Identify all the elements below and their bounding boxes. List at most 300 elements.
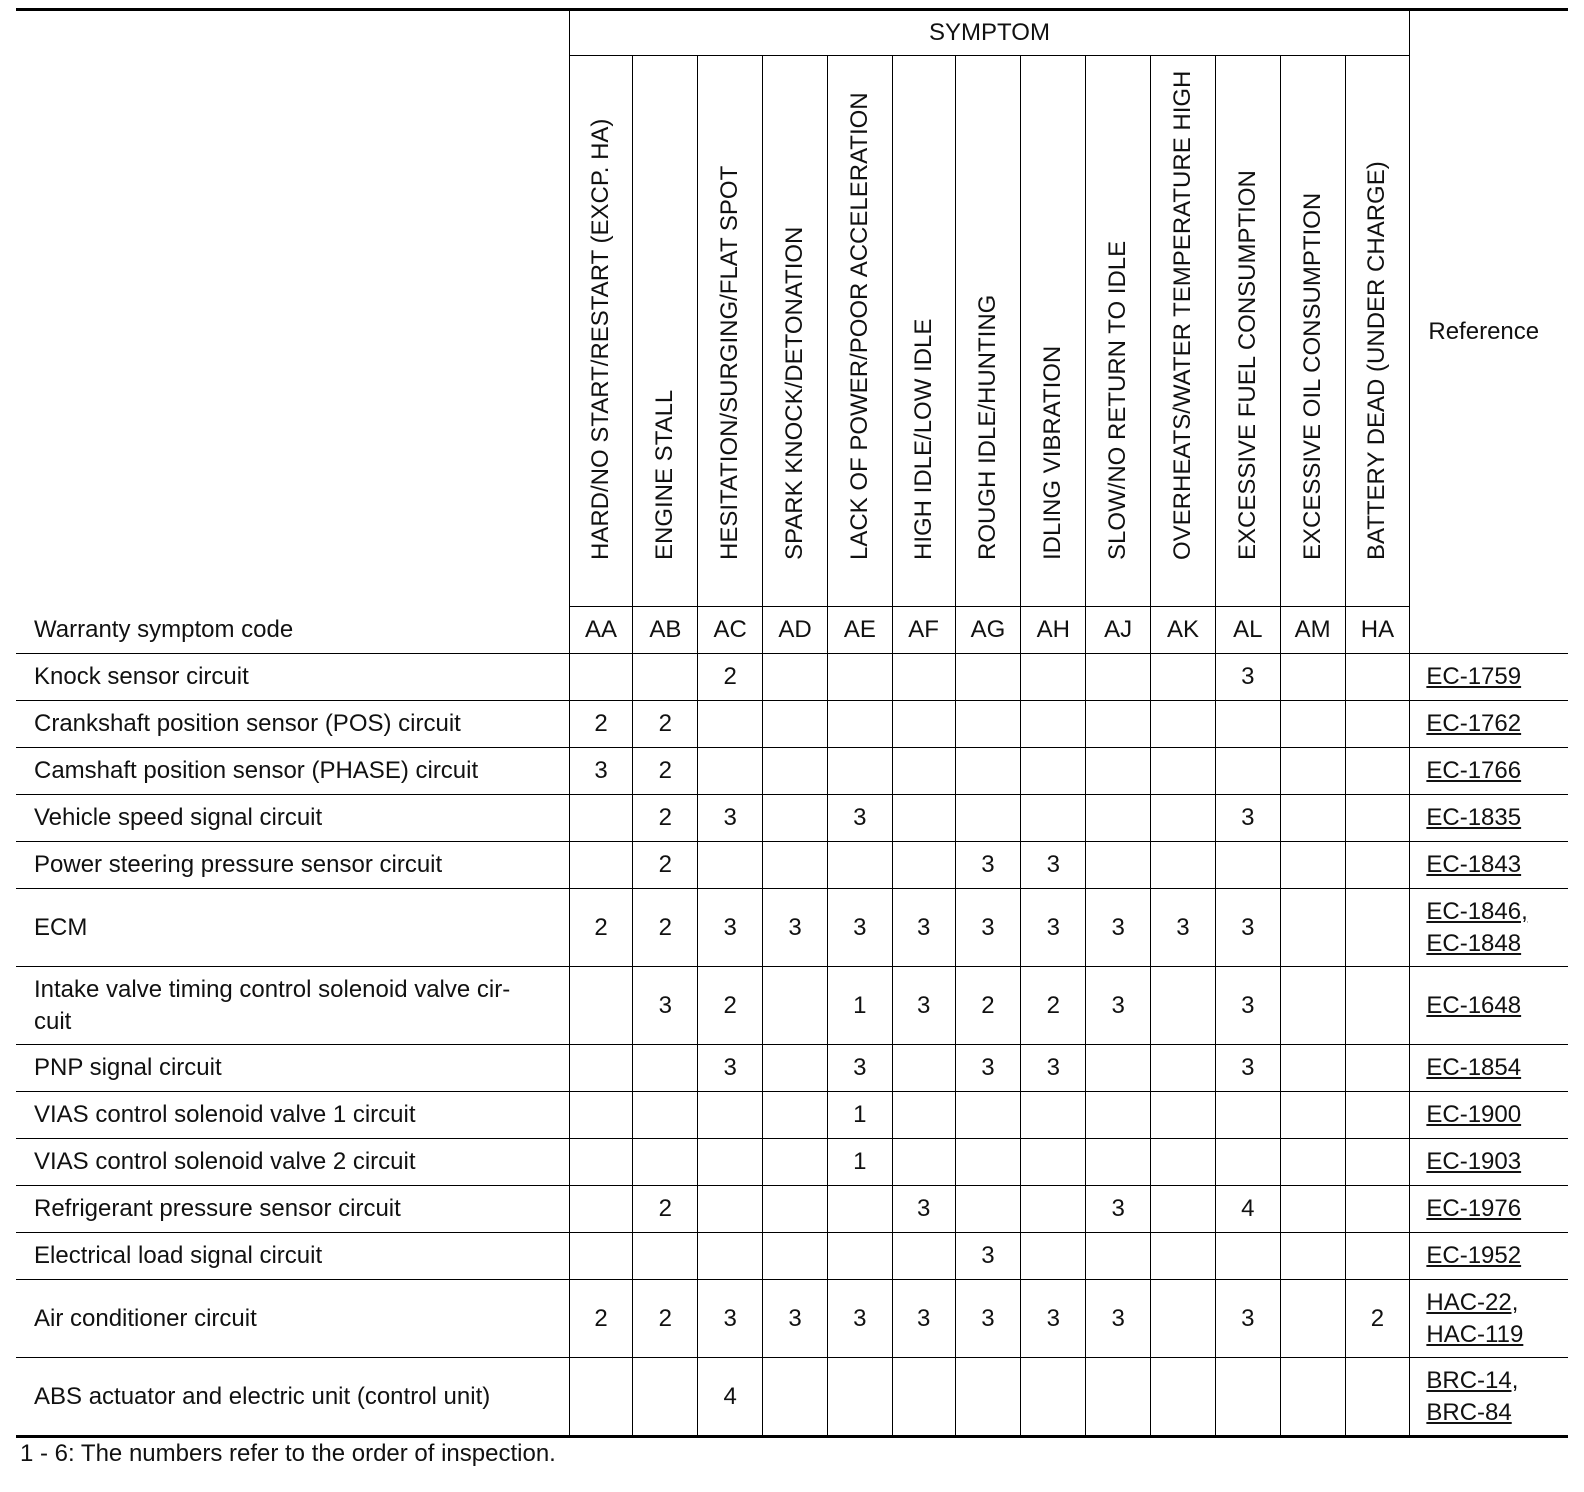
inspection-order-cell: 2: [569, 701, 633, 748]
inspection-order-cell: [763, 1139, 828, 1186]
inspection-order-cell: 2: [698, 967, 763, 1045]
inspection-order-cell: [1215, 1233, 1280, 1280]
reference-link-line: [1426, 802, 1568, 834]
symptom-name-cell: [1345, 56, 1410, 607]
inspection-order-cell: [1345, 1139, 1410, 1186]
inspection-order-cell: [1151, 1045, 1216, 1092]
symptom-name: SLOW/NO RETURN TO IDLE: [1104, 240, 1132, 560]
warranty-code: AH: [1021, 607, 1086, 654]
warranty-code: AA: [569, 607, 633, 654]
inspection-order-cell: [633, 654, 698, 701]
inspection-order-cell: [892, 1139, 955, 1186]
reference-link-line: [1426, 1146, 1568, 1178]
symptom-name: LACK OF POWER/POOR ACCELERATION: [845, 92, 873, 560]
inspection-order-cell: [1345, 1233, 1410, 1280]
inspection-order-cell: [1280, 1139, 1345, 1186]
component-name: Power steering pressure sensor circuit: [16, 842, 569, 889]
inspection-order-cell: [1280, 654, 1345, 701]
inspection-order-cell: 3: [955, 1233, 1021, 1280]
inspection-order-cell: [892, 1092, 955, 1139]
component-name: ABS actuator and electric unit (control unit): [16, 1358, 569, 1437]
inspection-order-cell: [1215, 1358, 1280, 1437]
component-name: Refrigerant pressure sensor circuit: [16, 1186, 569, 1233]
symptom-name: HESITATION/SURGING/FLAT SPOT: [716, 165, 744, 560]
inspection-order-cell: 3: [633, 967, 698, 1045]
inspection-order-cell: 3: [827, 1280, 892, 1358]
reference-link[interactable]: EC-1854: [1426, 1054, 1522, 1081]
inspection-order-cell: [827, 748, 892, 795]
inspection-order-cell: 3: [1086, 1280, 1151, 1358]
inspection-order-cell: 4: [1215, 1186, 1280, 1233]
diagnosis-table-container: [16, 8, 1568, 1438]
inspection-order-cell: 3: [1021, 1280, 1086, 1358]
inspection-order-cell: [1021, 795, 1086, 842]
inspection-order-cell: [1280, 795, 1345, 842]
reference-link[interactable]: HAC-22,: [1426, 1288, 1519, 1316]
symptom-name-cell: [569, 56, 633, 607]
table-row: [16, 1186, 1568, 1233]
reference-link[interactable]: EC-1846,: [1426, 897, 1528, 925]
symptom-header: SYMPTOM: [569, 10, 1410, 56]
inspection-order-cell: [698, 748, 763, 795]
inspection-order-cell: [1151, 1233, 1216, 1280]
inspection-order-cell: 2: [633, 795, 698, 842]
inspection-order-cell: [763, 1233, 828, 1280]
inspection-order-cell: [892, 1358, 955, 1437]
inspection-order-cell: [1280, 1358, 1345, 1437]
warranty-code: AF: [892, 607, 955, 654]
inspection-order-cell: 3: [1086, 889, 1151, 967]
inspection-order-cell: [892, 795, 955, 842]
inspection-order-cell: [1345, 654, 1410, 701]
inspection-order-cell: [633, 1233, 698, 1280]
reference-cell: [1410, 1092, 1568, 1139]
component-name: Vehicle speed signal circuit: [16, 795, 569, 842]
inspection-order-cell: [827, 842, 892, 889]
warranty-code: AB: [633, 607, 698, 654]
inspection-order-cell: [1021, 654, 1086, 701]
inspection-order-cell: 2: [955, 967, 1021, 1045]
inspection-order-cell: [1280, 889, 1345, 967]
component-name: Knock sensor circuit: [16, 654, 569, 701]
reference-link-line: [1426, 1397, 1568, 1429]
inspection-order-cell: [1280, 842, 1345, 889]
inspection-order-cell: [955, 1092, 1021, 1139]
inspection-order-cell: [1021, 1139, 1086, 1186]
inspection-order-cell: [955, 1358, 1021, 1437]
inspection-order-cell: [569, 1186, 633, 1233]
inspection-order-cell: 3: [827, 889, 892, 967]
inspection-order-cell: [569, 1233, 633, 1280]
inspection-order-cell: 3: [1021, 842, 1086, 889]
inspection-order-cell: [1021, 701, 1086, 748]
symptom-name: SPARK KNOCK/DETONATION: [780, 226, 808, 560]
warranty-code: AL: [1215, 607, 1280, 654]
inspection-order-cell: [1151, 701, 1216, 748]
inspection-order-cell: 2: [633, 842, 698, 889]
inspection-order-cell: 3: [955, 1045, 1021, 1092]
table-row: [16, 1233, 1568, 1280]
reference-cell: [1410, 1358, 1568, 1437]
inspection-order-cell: 2: [569, 1280, 633, 1358]
inspection-order-cell: [698, 701, 763, 748]
inspection-order-cell: 3: [1086, 967, 1151, 1045]
component-name: Air conditioner circuit: [16, 1280, 569, 1358]
table-row: [16, 654, 1568, 701]
reference-cell: [1410, 1139, 1568, 1186]
inspection-order-cell: [1151, 1280, 1216, 1358]
reference-header: Reference: [1410, 10, 1568, 654]
inspection-order-cell: [1021, 1358, 1086, 1437]
component-name: VIAS control solenoid valve 2 circuit: [16, 1139, 569, 1186]
inspection-order-cell: [1345, 1045, 1410, 1092]
inspection-order-cell: [1021, 748, 1086, 795]
inspection-order-cell: [955, 795, 1021, 842]
inspection-order-cell: [1345, 701, 1410, 748]
inspection-order-cell: 1: [827, 1092, 892, 1139]
inspection-order-cell: 3: [1086, 1186, 1151, 1233]
inspection-order-cell: [633, 1358, 698, 1437]
reference-link-line: [1426, 849, 1568, 881]
reference-link-line: [1426, 990, 1568, 1022]
reference-link-line: [1426, 928, 1568, 960]
inspection-order-cell: [1280, 1186, 1345, 1233]
inspection-order-cell: [1345, 842, 1410, 889]
inspection-order-cell: [955, 1139, 1021, 1186]
table-row: [16, 967, 1568, 1045]
symptom-name: ROUGH IDLE/HUNTING: [973, 294, 1001, 560]
warranty-code: AM: [1280, 607, 1345, 654]
inspection-order-cell: [633, 1045, 698, 1092]
inspection-order-cell: 3: [892, 1186, 955, 1233]
reference-cell: [1410, 842, 1568, 889]
inspection-order-cell: [827, 701, 892, 748]
inspection-order-cell: 2: [1021, 967, 1086, 1045]
inspection-order-cell: [1086, 654, 1151, 701]
component-name: Camshaft position sensor (PHASE) circuit: [16, 748, 569, 795]
reference-cell: [1410, 1186, 1568, 1233]
reference-cell: [1410, 967, 1568, 1045]
inspection-order-cell: 4: [698, 1358, 763, 1437]
inspection-order-cell: 3: [1021, 889, 1086, 967]
inspection-order-cell: [892, 842, 955, 889]
reference-link[interactable]: EC-1848: [1426, 929, 1522, 957]
inspection-order-cell: 2: [633, 701, 698, 748]
component-name-line: cuit: [34, 1007, 72, 1035]
inspection-order-cell: [955, 654, 1021, 701]
inspection-order-cell: [569, 795, 633, 842]
inspection-order-cell: [633, 1092, 698, 1139]
footnote: 1 - 6: The numbers refer to the order of inspection.: [20, 1440, 556, 1467]
inspection-order-cell: [1345, 1358, 1410, 1437]
inspection-order-cell: 3: [698, 795, 763, 842]
inspection-order-cell: 1: [827, 1139, 892, 1186]
inspection-order-cell: [569, 1358, 633, 1437]
inspection-order-cell: [1151, 1358, 1216, 1437]
inspection-order-cell: [1086, 1233, 1151, 1280]
inspection-order-cell: 3: [1215, 654, 1280, 701]
symptom-name-cell: [827, 56, 892, 607]
inspection-order-cell: [827, 1186, 892, 1233]
symptom-name-cell: [892, 56, 955, 607]
inspection-order-cell: [827, 1358, 892, 1437]
inspection-order-cell: [1345, 795, 1410, 842]
inspection-order-cell: [1345, 1092, 1410, 1139]
inspection-order-cell: [1086, 1358, 1151, 1437]
inspection-order-cell: [1021, 1092, 1086, 1139]
component-name: [16, 967, 569, 1045]
inspection-order-cell: [1021, 1233, 1086, 1280]
inspection-order-cell: [698, 1092, 763, 1139]
inspection-order-cell: 3: [569, 748, 633, 795]
inspection-order-cell: [763, 795, 828, 842]
inspection-order-cell: [1151, 1186, 1216, 1233]
inspection-order-cell: [1280, 1280, 1345, 1358]
component-name: Electrical load signal circuit: [16, 1233, 569, 1280]
inspection-order-cell: [1021, 1186, 1086, 1233]
symptom-name: OVERHEATS/WATER TEMPERATURE HIGH: [1168, 70, 1196, 560]
symptom-name: HIGH IDLE/LOW IDLE: [909, 318, 937, 560]
table-row: [16, 1280, 1568, 1358]
inspection-order-cell: [892, 701, 955, 748]
reference-link-line: [1426, 1319, 1568, 1351]
reference-link[interactable]: EC-1835: [1426, 804, 1522, 831]
symptom-name-cell: [698, 56, 763, 607]
inspection-order-cell: 2: [633, 1280, 698, 1358]
inspection-order-cell: 3: [763, 889, 828, 967]
inspection-order-cell: 3: [955, 1280, 1021, 1358]
inspection-order-cell: [763, 701, 828, 748]
component-name: VIAS control solenoid valve 1 circuit: [16, 1092, 569, 1139]
reference-link-line: [1426, 1240, 1568, 1272]
inspection-order-cell: [1345, 967, 1410, 1045]
inspection-order-cell: 3: [1151, 889, 1216, 967]
component-name: PNP signal circuit: [16, 1045, 569, 1092]
reference-link-line: [1426, 1365, 1568, 1397]
inspection-order-cell: [569, 842, 633, 889]
inspection-order-cell: [698, 842, 763, 889]
table-row: [16, 748, 1568, 795]
symptom-name-cell: [955, 56, 1021, 607]
inspection-order-cell: [698, 1186, 763, 1233]
symptom-name-cell: [1215, 56, 1280, 607]
reference-link[interactable]: EC-1976: [1426, 1195, 1522, 1222]
component-name-line: Intake valve timing control solenoid valve cir-: [34, 975, 511, 1003]
inspection-order-cell: [763, 748, 828, 795]
reference-link[interactable]: EC-1903: [1426, 1148, 1522, 1175]
reference-link[interactable]: HAC-119: [1426, 1320, 1524, 1348]
symptom-matrix-table: [16, 8, 1568, 1438]
reference-link-line: [1426, 1099, 1568, 1131]
inspection-order-cell: [569, 654, 633, 701]
inspection-order-cell: 3: [1021, 1045, 1086, 1092]
reference-link-line: [1426, 755, 1568, 787]
inspection-order-cell: [1215, 1092, 1280, 1139]
inspection-order-cell: [1086, 795, 1151, 842]
inspection-order-cell: 2: [1345, 1280, 1410, 1358]
symptom-name-cell: [1021, 56, 1086, 607]
inspection-order-cell: 3: [1215, 1045, 1280, 1092]
inspection-order-cell: 3: [892, 1280, 955, 1358]
inspection-order-cell: 3: [698, 889, 763, 967]
inspection-order-cell: [1151, 795, 1216, 842]
inspection-order-cell: [698, 1139, 763, 1186]
inspection-order-cell: 3: [1215, 795, 1280, 842]
inspection-order-cell: [827, 1233, 892, 1280]
inspection-order-cell: 2: [633, 748, 698, 795]
reference-link[interactable]: EC-1762: [1426, 710, 1522, 737]
inspection-order-cell: 3: [1215, 889, 1280, 967]
inspection-order-cell: [827, 654, 892, 701]
warranty-code: AD: [763, 607, 828, 654]
warranty-code: AE: [827, 607, 892, 654]
symptom-name: EXCESSIVE OIL CONSUMPTION: [1298, 192, 1326, 560]
reference-link[interactable]: EC-1648: [1426, 991, 1522, 1019]
reference-link[interactable]: EC-1952: [1426, 1242, 1522, 1269]
warranty-code: AG: [955, 607, 1021, 654]
inspection-order-cell: [1280, 1092, 1345, 1139]
inspection-order-cell: 2: [698, 654, 763, 701]
inspection-order-cell: 3: [892, 889, 955, 967]
inspection-order-cell: [1215, 1139, 1280, 1186]
inspection-order-cell: [892, 654, 955, 701]
symptom-name-cell: [633, 56, 698, 607]
warranty-code: AJ: [1086, 607, 1151, 654]
header-corner: [16, 10, 569, 607]
inspection-order-cell: 3: [892, 967, 955, 1045]
inspection-order-cell: [569, 1092, 633, 1139]
inspection-order-cell: [892, 748, 955, 795]
inspection-order-cell: 3: [1215, 1280, 1280, 1358]
reference-link-line: [1426, 896, 1568, 928]
inspection-order-cell: [1280, 1045, 1345, 1092]
inspection-order-cell: [892, 1233, 955, 1280]
inspection-order-cell: [1151, 842, 1216, 889]
reference-cell: [1410, 889, 1568, 967]
inspection-order-cell: 3: [955, 889, 1021, 967]
inspection-order-cell: [955, 1186, 1021, 1233]
inspection-order-cell: [1086, 1139, 1151, 1186]
inspection-order-cell: 2: [633, 1186, 698, 1233]
reference-cell: [1410, 1045, 1568, 1092]
inspection-order-cell: [763, 1186, 828, 1233]
inspection-order-cell: 2: [569, 889, 633, 967]
inspection-order-cell: 3: [698, 1280, 763, 1358]
inspection-order-cell: [569, 1045, 633, 1092]
inspection-order-cell: [569, 967, 633, 1045]
reference-cell: [1410, 1233, 1568, 1280]
inspection-order-cell: [1280, 967, 1345, 1045]
table-row: [16, 1358, 1568, 1437]
inspection-order-cell: [1280, 748, 1345, 795]
inspection-order-cell: [1086, 701, 1151, 748]
inspection-order-cell: [1280, 1233, 1345, 1280]
reference-cell: [1410, 795, 1568, 842]
reference-link-line: [1426, 661, 1568, 693]
reference-cell: [1410, 654, 1568, 701]
reference-link[interactable]: BRC-84: [1426, 1398, 1512, 1426]
inspection-order-cell: [1151, 654, 1216, 701]
inspection-order-cell: [955, 701, 1021, 748]
table-row: [16, 795, 1568, 842]
symptom-name: EXCESSIVE FUEL CONSUMPTION: [1233, 170, 1261, 560]
inspection-order-cell: [763, 654, 828, 701]
symptom-name-cell: [1151, 56, 1216, 607]
reference-link[interactable]: EC-1766: [1426, 757, 1522, 784]
table-row: [16, 842, 1568, 889]
inspection-order-cell: [1151, 1092, 1216, 1139]
reference-link[interactable]: EC-1900: [1426, 1101, 1522, 1128]
inspection-order-cell: 3: [1215, 967, 1280, 1045]
table-row: [16, 1045, 1568, 1092]
inspection-order-cell: [763, 842, 828, 889]
inspection-order-cell: [1345, 748, 1410, 795]
inspection-order-cell: [763, 1045, 828, 1092]
inspection-order-cell: [1345, 1186, 1410, 1233]
inspection-order-cell: [892, 1045, 955, 1092]
inspection-order-cell: [1280, 701, 1345, 748]
reference-link[interactable]: EC-1843: [1426, 851, 1522, 878]
inspection-order-cell: [569, 1139, 633, 1186]
warranty-code: AC: [698, 607, 763, 654]
inspection-order-cell: [1215, 842, 1280, 889]
inspection-order-cell: [1215, 701, 1280, 748]
inspection-order-cell: 3: [698, 1045, 763, 1092]
reference-cell: [1410, 748, 1568, 795]
component-name: ECM: [16, 889, 569, 967]
warranty-code-label: Warranty symptom code: [16, 607, 569, 654]
inspection-order-cell: [1151, 1139, 1216, 1186]
inspection-order-cell: 3: [827, 795, 892, 842]
symptom-name: HARD/NO START/RESTART (EXCP. HA): [587, 118, 615, 560]
table-row: [16, 889, 1568, 967]
warranty-code-row: [16, 607, 1568, 654]
table-row: [16, 1139, 1568, 1186]
inspection-order-cell: 2: [633, 889, 698, 967]
symptom-name-cell: [1086, 56, 1151, 607]
inspection-order-cell: [763, 967, 828, 1045]
inspection-order-cell: 1: [827, 967, 892, 1045]
inspection-order-cell: [1151, 967, 1216, 1045]
table-row: [16, 701, 1568, 748]
inspection-order-cell: [1086, 748, 1151, 795]
inspection-order-cell: [763, 1092, 828, 1139]
symptom-name: BATTERY DEAD (UNDER CHARGE): [1363, 161, 1391, 560]
warranty-code: HA: [1345, 607, 1410, 654]
reference-link-line: [1426, 1287, 1568, 1319]
inspection-order-cell: [763, 1358, 828, 1437]
inspection-order-cell: 3: [955, 842, 1021, 889]
symptom-name-cell: [1280, 56, 1345, 607]
component-name: Crankshaft position sensor (POS) circuit: [16, 701, 569, 748]
inspection-order-cell: [955, 748, 1021, 795]
inspection-order-cell: 3: [827, 1045, 892, 1092]
inspection-order-cell: [633, 1139, 698, 1186]
inspection-order-cell: [1086, 1045, 1151, 1092]
symptom-name: ENGINE STALL: [651, 389, 679, 560]
inspection-order-cell: [698, 1233, 763, 1280]
reference-link-line: [1426, 1052, 1568, 1084]
reference-link[interactable]: EC-1759: [1426, 663, 1522, 690]
inspection-order-cell: [1086, 1092, 1151, 1139]
reference-link-line: [1426, 1193, 1568, 1225]
inspection-order-cell: 3: [763, 1280, 828, 1358]
warranty-code: AK: [1151, 607, 1216, 654]
reference-cell: [1410, 701, 1568, 748]
reference-link[interactable]: BRC-14,: [1426, 1366, 1519, 1394]
inspection-order-cell: [1086, 842, 1151, 889]
table-row: [16, 1092, 1568, 1139]
